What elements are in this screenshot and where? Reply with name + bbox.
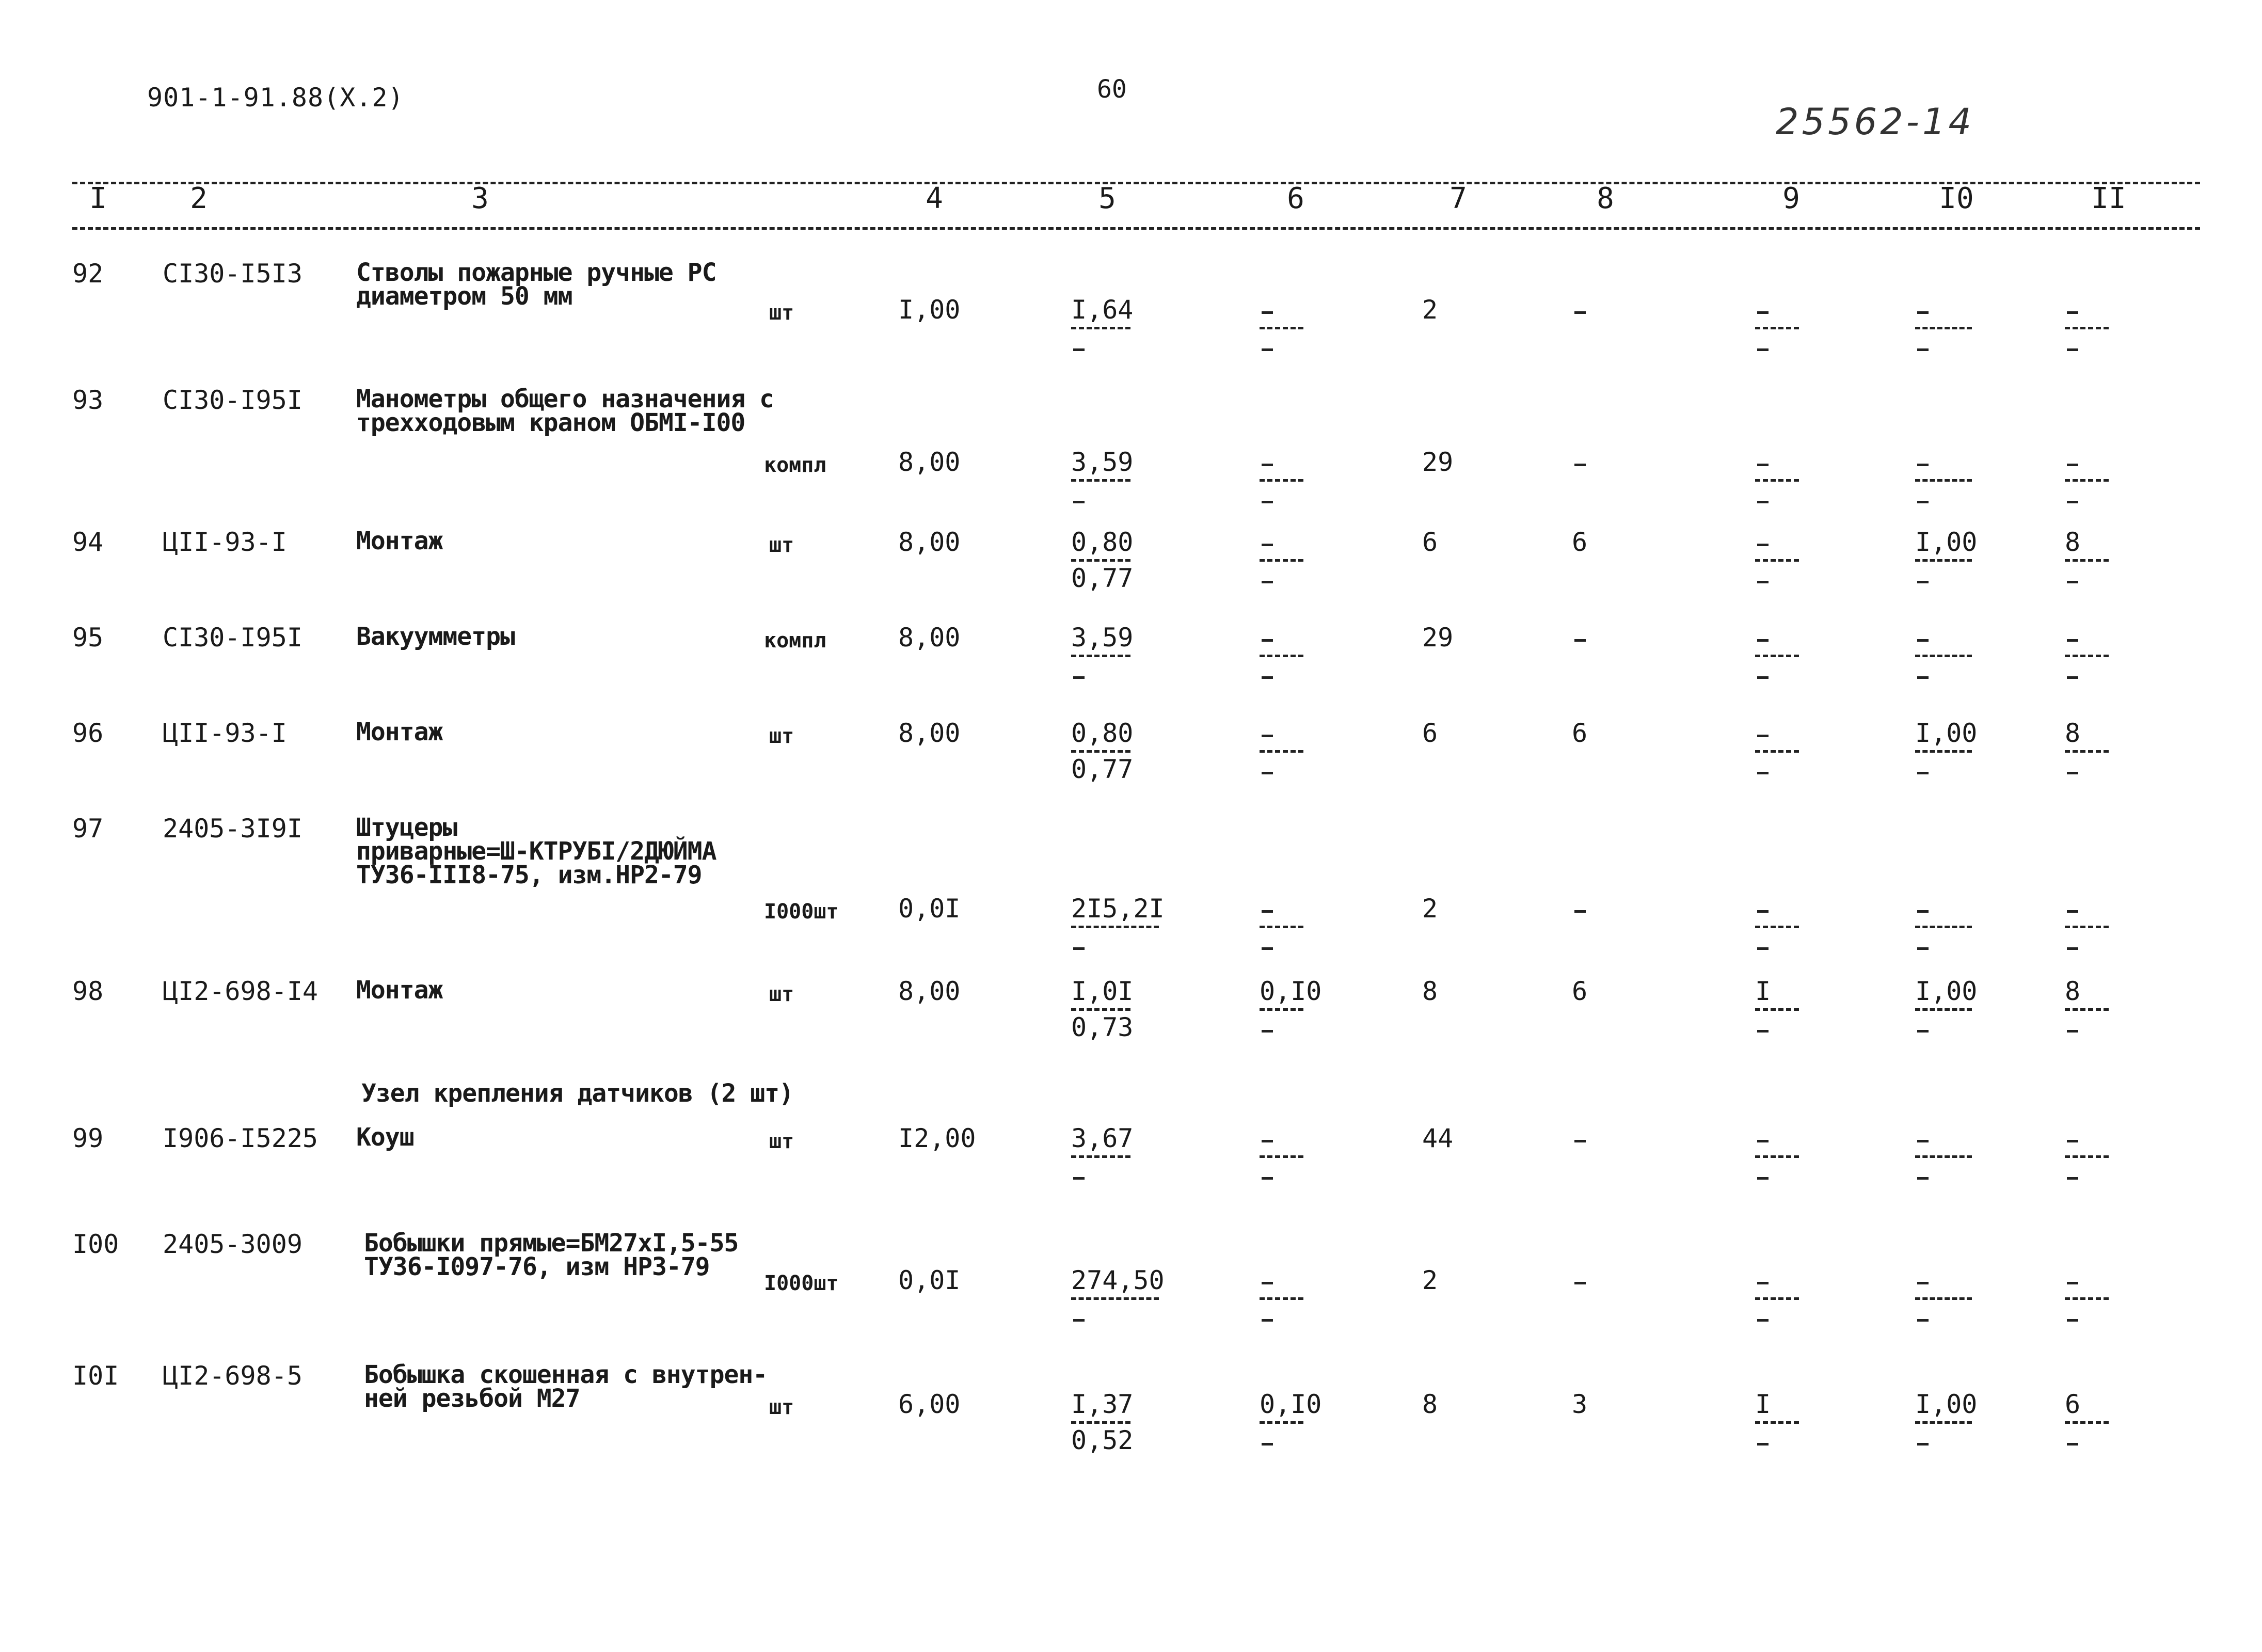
col5-value: 3,59 bbox=[1071, 623, 1134, 653]
col5-dash bbox=[1073, 1319, 1085, 1322]
col10-fraction-bar bbox=[1915, 750, 1972, 753]
col10-fraction-bar bbox=[1915, 1155, 1972, 1158]
col10-dash bbox=[1917, 772, 1929, 774]
col10-dash bbox=[1917, 1140, 1929, 1142]
row-number: 95 bbox=[72, 623, 104, 653]
col11-dash bbox=[2067, 1030, 2078, 1032]
col7-value: 29 bbox=[1422, 623, 1454, 653]
col6-dash bbox=[1262, 544, 1273, 546]
col6-fraction-bar bbox=[1260, 559, 1303, 562]
col6-dash bbox=[1262, 910, 1273, 913]
col11-fraction-bar bbox=[2065, 1008, 2109, 1011]
col11-fraction-bar bbox=[2065, 655, 2109, 657]
col9-fraction-bar bbox=[1755, 1155, 1799, 1158]
col8-dash bbox=[1574, 910, 1586, 913]
column-number: II bbox=[2091, 182, 2126, 215]
col6-dash bbox=[1262, 1319, 1273, 1322]
col6-dash bbox=[1262, 464, 1273, 466]
col9-fraction-bar bbox=[1755, 1008, 1799, 1011]
col10-dash bbox=[1917, 501, 1929, 503]
row-number: 94 bbox=[72, 527, 104, 557]
col10-dash bbox=[1917, 1443, 1929, 1446]
item-name-line: трехходовым краном ОБМI-I00 bbox=[356, 408, 745, 437]
col6-dash bbox=[1262, 1443, 1273, 1446]
column-number: 4 bbox=[926, 182, 943, 215]
col7-value: 2 bbox=[1422, 1265, 1438, 1295]
col9-value: I bbox=[1755, 1389, 1771, 1419]
col6-dash bbox=[1262, 947, 1273, 950]
col11-dash bbox=[2067, 348, 2078, 351]
col7-value: 2 bbox=[1422, 894, 1438, 924]
price-code: I906-I5225 bbox=[163, 1123, 318, 1153]
col10-dash bbox=[1917, 1030, 1929, 1032]
col9-dash bbox=[1757, 544, 1769, 546]
col8-value: 6 bbox=[1572, 527, 1588, 557]
col11-dash bbox=[2067, 1282, 2078, 1284]
col10-dash bbox=[1917, 464, 1929, 466]
col5-fraction-bar bbox=[1071, 655, 1130, 657]
item-name-line: Вакуумметры bbox=[356, 622, 515, 651]
item-name-line: Штуцеры bbox=[356, 813, 457, 842]
col6-dash bbox=[1262, 735, 1273, 737]
col9-dash bbox=[1757, 581, 1769, 583]
col6-dash bbox=[1262, 639, 1273, 642]
col9-fraction-bar bbox=[1755, 1421, 1799, 1424]
column-number: 8 bbox=[1597, 182, 1614, 215]
col9-fraction-bar bbox=[1755, 1297, 1799, 1300]
col9-dash bbox=[1757, 947, 1769, 950]
col5-value: I,0I bbox=[1071, 976, 1134, 1006]
quantity: I,00 bbox=[898, 295, 961, 325]
col11-dash bbox=[2067, 1443, 2078, 1446]
col7-value: 6 bbox=[1422, 527, 1438, 557]
col10-fraction-bar bbox=[1915, 479, 1972, 482]
col9-value: I bbox=[1755, 976, 1771, 1006]
item-name-line: Монтаж bbox=[356, 718, 443, 746]
col11-value: 6 bbox=[2065, 1389, 2081, 1419]
document-code: 901-1-91.88(X.2) bbox=[147, 83, 404, 113]
unit-of-measure: I000шт bbox=[764, 900, 839, 924]
col6-dash bbox=[1262, 501, 1273, 503]
col5-dash bbox=[1073, 947, 1085, 950]
row-number: 93 bbox=[72, 385, 104, 415]
col9-dash bbox=[1757, 1177, 1769, 1180]
col6-fraction-bar bbox=[1260, 655, 1303, 657]
col5-value: 0,80 bbox=[1071, 718, 1134, 748]
col10-fraction-bar bbox=[1915, 655, 1972, 657]
col11-fraction-bar bbox=[2065, 327, 2109, 329]
item-name-line: Монтаж bbox=[356, 976, 443, 1005]
col11-dash bbox=[2067, 947, 2078, 950]
column-number: 9 bbox=[1782, 182, 1800, 215]
price-code: ЦI2-698-I4 bbox=[163, 976, 318, 1006]
row-number: 99 bbox=[72, 1123, 104, 1153]
col5-fraction-bar bbox=[1071, 479, 1130, 482]
item-name-line: диаметром 50 мм bbox=[356, 282, 572, 311]
col6-fraction-bar bbox=[1260, 1155, 1303, 1158]
row-number: I0I bbox=[72, 1361, 119, 1391]
col11-dash bbox=[2067, 676, 2078, 679]
col9-fraction-bar bbox=[1755, 479, 1799, 482]
col11-fraction-bar bbox=[2065, 1421, 2109, 1424]
col5-fraction-bar bbox=[1071, 926, 1159, 928]
col5-value: 0,77 bbox=[1071, 563, 1134, 593]
col7-value: 2 bbox=[1422, 295, 1438, 325]
quantity: 8,00 bbox=[898, 447, 961, 477]
handwritten-sheet-number: 25562-14 bbox=[1776, 101, 1975, 143]
col5-value: I,64 bbox=[1071, 295, 1134, 325]
column-number: 6 bbox=[1287, 182, 1304, 215]
col6-dash bbox=[1262, 1030, 1273, 1032]
column-number: I0 bbox=[1939, 182, 1974, 215]
col8-dash bbox=[1574, 1140, 1586, 1142]
col5-dash bbox=[1073, 501, 1085, 503]
col5-fraction-bar bbox=[1071, 750, 1130, 753]
col6-fraction-bar bbox=[1260, 479, 1303, 482]
col9-fraction-bar bbox=[1755, 327, 1799, 329]
col5-value: 2I5,2I bbox=[1071, 894, 1165, 924]
col10-dash bbox=[1917, 639, 1929, 642]
col11-value: 8 bbox=[2065, 527, 2081, 557]
col5-fraction-bar bbox=[1071, 1421, 1130, 1424]
col9-dash bbox=[1757, 1140, 1769, 1142]
col6-value: 0,I0 bbox=[1260, 976, 1322, 1006]
col10-value: I,00 bbox=[1915, 718, 1978, 748]
col11-fraction-bar bbox=[2065, 926, 2109, 928]
unit-of-measure: шт bbox=[769, 1130, 794, 1153]
col11-dash bbox=[2067, 311, 2078, 314]
column-number: 3 bbox=[471, 182, 489, 215]
col6-fraction-bar bbox=[1260, 750, 1303, 753]
price-code: ЦII-93-I bbox=[163, 718, 287, 748]
col5-dash bbox=[1073, 1177, 1085, 1180]
item-name-line: ТУ36-III8-75, изм.НР2-79 bbox=[356, 861, 702, 889]
col8-value: 3 bbox=[1572, 1389, 1588, 1419]
col7-value: 8 bbox=[1422, 976, 1438, 1006]
col9-dash bbox=[1757, 1282, 1769, 1284]
col10-dash bbox=[1917, 1282, 1929, 1284]
col11-dash bbox=[2067, 639, 2078, 642]
column-number: 2 bbox=[190, 182, 208, 215]
col8-dash bbox=[1574, 1282, 1586, 1284]
col11-dash bbox=[2067, 464, 2078, 466]
col11-fraction-bar bbox=[2065, 479, 2109, 482]
col5-fraction-bar bbox=[1071, 327, 1130, 329]
item-name-line: Стволы пожарные ручные РС bbox=[356, 258, 716, 287]
row-number: 96 bbox=[72, 718, 104, 748]
col11-dash bbox=[2067, 1177, 2078, 1180]
column-number: 5 bbox=[1098, 182, 1116, 215]
col10-dash bbox=[1917, 581, 1929, 583]
item-name-line: Бобышка скошенная с внутрен- bbox=[364, 1360, 768, 1389]
item-name-line: приварные=Ш-КТРУБI/2ДЮЙМА bbox=[356, 837, 716, 866]
col9-dash bbox=[1757, 1443, 1769, 1446]
price-code: СI30-I95I bbox=[163, 623, 302, 653]
unit-of-measure: компл bbox=[764, 629, 826, 653]
col9-dash bbox=[1757, 348, 1769, 351]
unit-of-measure: шт bbox=[769, 533, 794, 557]
col6-dash bbox=[1262, 581, 1273, 583]
col9-fraction-bar bbox=[1755, 559, 1799, 562]
col6-value: 0,I0 bbox=[1260, 1389, 1322, 1419]
col6-fraction-bar bbox=[1260, 926, 1303, 928]
col7-value: 29 bbox=[1422, 447, 1454, 477]
col10-value: I,00 bbox=[1915, 1389, 1978, 1419]
quantity: 8,00 bbox=[898, 623, 961, 653]
unit-of-measure: шт bbox=[769, 1395, 794, 1419]
col9-dash bbox=[1757, 676, 1769, 679]
quantity: 8,00 bbox=[898, 527, 961, 557]
col9-fraction-bar bbox=[1755, 750, 1799, 753]
col6-dash bbox=[1262, 676, 1273, 679]
col9-fraction-bar bbox=[1755, 926, 1799, 928]
item-name-line: Монтаж bbox=[356, 527, 443, 555]
col9-dash bbox=[1757, 639, 1769, 642]
col5-value: 274,50 bbox=[1071, 1265, 1165, 1295]
price-code: ЦII-93-I bbox=[163, 527, 287, 557]
quantity: 0,0I bbox=[898, 1265, 961, 1295]
col6-fraction-bar bbox=[1260, 1297, 1303, 1300]
col11-fraction-bar bbox=[2065, 1155, 2109, 1158]
quantity: 6,00 bbox=[898, 1389, 961, 1419]
col10-fraction-bar bbox=[1915, 1297, 1972, 1300]
col11-value: 8 bbox=[2065, 976, 2081, 1006]
item-name-line: Коуш bbox=[356, 1123, 414, 1152]
col11-dash bbox=[2067, 581, 2078, 583]
col10-value: I,00 bbox=[1915, 527, 1978, 557]
col11-fraction-bar bbox=[2065, 1297, 2109, 1300]
col5-value: 0,77 bbox=[1071, 754, 1134, 784]
row-number: I00 bbox=[72, 1229, 119, 1259]
col6-fraction-bar bbox=[1260, 1421, 1303, 1424]
col10-dash bbox=[1917, 311, 1929, 314]
col5-fraction-bar bbox=[1071, 1155, 1130, 1158]
col8-value: 6 bbox=[1572, 976, 1588, 1006]
price-code: 2405-3009 bbox=[163, 1229, 302, 1259]
item-name-line: Манометры общего назначения с bbox=[356, 385, 774, 414]
quantity: 0,0I bbox=[898, 894, 961, 924]
row-number: 97 bbox=[72, 814, 104, 844]
col11-dash bbox=[2067, 501, 2078, 503]
col9-fraction-bar bbox=[1755, 655, 1799, 657]
item-name-line: ТУ36-I097-76, изм НР3-79 bbox=[364, 1252, 710, 1281]
col6-dash bbox=[1262, 1282, 1273, 1284]
col11-fraction-bar bbox=[2065, 750, 2109, 753]
col5-fraction-bar bbox=[1071, 559, 1130, 562]
col8-dash bbox=[1574, 639, 1586, 642]
price-code: 2405-3I9I bbox=[163, 814, 302, 844]
col6-dash bbox=[1262, 348, 1273, 351]
col11-dash bbox=[2067, 772, 2078, 774]
col5-value: 0,52 bbox=[1071, 1425, 1134, 1455]
col11-value: 8 bbox=[2065, 718, 2081, 748]
col9-dash bbox=[1757, 464, 1769, 466]
col11-dash bbox=[2067, 1140, 2078, 1142]
col9-dash bbox=[1757, 501, 1769, 503]
col5-value: 3,59 bbox=[1071, 447, 1134, 477]
col5-value: I,37 bbox=[1071, 1389, 1134, 1419]
unit-of-measure: компл bbox=[764, 453, 826, 477]
col6-dash bbox=[1262, 311, 1273, 314]
quantity: 8,00 bbox=[898, 718, 961, 748]
price-code: СI30-I5I3 bbox=[163, 259, 302, 289]
col9-dash bbox=[1757, 1319, 1769, 1322]
col11-dash bbox=[2067, 910, 2078, 913]
col5-fraction-bar bbox=[1071, 1008, 1130, 1011]
quantity: I2,00 bbox=[898, 1123, 976, 1153]
col9-dash bbox=[1757, 311, 1769, 314]
col7-value: 44 bbox=[1422, 1123, 1454, 1153]
page-number: 60 bbox=[1097, 75, 1127, 104]
col5-dash bbox=[1073, 676, 1085, 679]
col10-dash bbox=[1917, 910, 1929, 913]
col6-dash bbox=[1262, 1177, 1273, 1180]
col8-value: 6 bbox=[1572, 718, 1588, 748]
col9-dash bbox=[1757, 1030, 1769, 1032]
col6-fraction-bar bbox=[1260, 1008, 1303, 1011]
col11-fraction-bar bbox=[2065, 559, 2109, 562]
col10-fraction-bar bbox=[1915, 559, 1972, 562]
col7-value: 8 bbox=[1422, 1389, 1438, 1419]
col10-dash bbox=[1917, 1177, 1929, 1180]
item-name-line: Бобышки прямые=БМ27хI,5-55 bbox=[364, 1229, 739, 1258]
col10-dash bbox=[1917, 1319, 1929, 1322]
unit-of-measure: шт bbox=[769, 982, 794, 1006]
col8-dash bbox=[1574, 311, 1586, 314]
price-code: СI30-I95I bbox=[163, 385, 302, 415]
col10-dash bbox=[1917, 676, 1929, 679]
col9-dash bbox=[1757, 910, 1769, 913]
price-code: ЦI2-698-5 bbox=[163, 1361, 302, 1391]
item-name-line: ней резьбой М27 bbox=[364, 1384, 580, 1413]
column-number: 7 bbox=[1449, 182, 1467, 215]
col5-value: 3,67 bbox=[1071, 1123, 1134, 1153]
col6-dash bbox=[1262, 772, 1273, 774]
col5-fraction-bar bbox=[1071, 1297, 1159, 1300]
column-number: I bbox=[89, 182, 107, 215]
col10-fraction-bar bbox=[1915, 1421, 1972, 1424]
col9-dash bbox=[1757, 735, 1769, 737]
col5-value: 0,80 bbox=[1071, 527, 1134, 557]
unit-of-measure: I000шт bbox=[764, 1272, 839, 1295]
col10-fraction-bar bbox=[1915, 327, 1972, 329]
col7-value: 6 bbox=[1422, 718, 1438, 748]
unit-of-measure: шт bbox=[769, 724, 794, 748]
col8-dash bbox=[1574, 464, 1586, 466]
col11-dash bbox=[2067, 1319, 2078, 1322]
col10-fraction-bar bbox=[1915, 926, 1972, 928]
row-number: 92 bbox=[72, 259, 104, 289]
quantity: 8,00 bbox=[898, 976, 961, 1006]
unit-of-measure: шт bbox=[769, 301, 794, 325]
col10-value: I,00 bbox=[1915, 976, 1978, 1006]
row-number: 98 bbox=[72, 976, 104, 1006]
col10-fraction-bar bbox=[1915, 1008, 1972, 1011]
col6-fraction-bar bbox=[1260, 327, 1303, 329]
col6-dash bbox=[1262, 1140, 1273, 1142]
col10-dash bbox=[1917, 348, 1929, 351]
col9-dash bbox=[1757, 772, 1769, 774]
col5-dash bbox=[1073, 348, 1085, 351]
header-bottom-rule bbox=[72, 227, 2200, 230]
section-title: Узел крепления датчиков (2 шт) bbox=[361, 1079, 793, 1108]
col5-value: 0,73 bbox=[1071, 1012, 1134, 1042]
col10-dash bbox=[1917, 947, 1929, 950]
